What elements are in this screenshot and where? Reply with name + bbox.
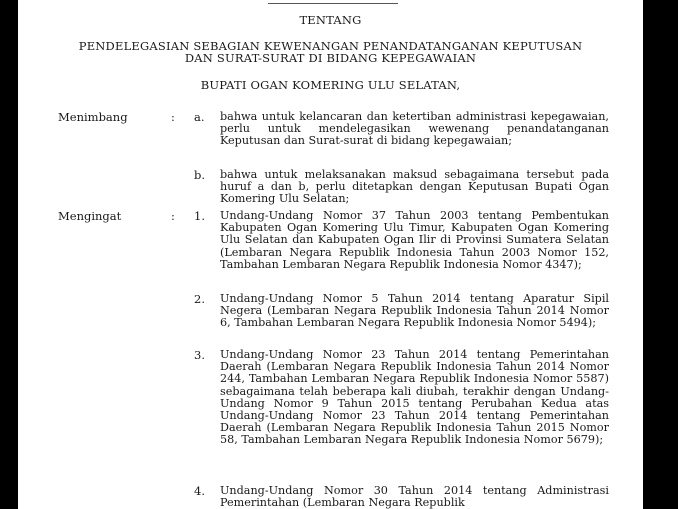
mengingat-item-4-text: Undang-Undang Nomor 30 Tahun 2014 tentang Administrasi Pemerintahan (Lembaran Negara Republik xyxy=(220,484,609,509)
mengingat-colon: : xyxy=(171,209,175,223)
menimbang-item-a-text: bahwa untuk kelancaran dan ketertiban administrasi kepegawaian, perlu untuk mendelegasikan wewenang penandatanganan Keputusan dan Surat-surat di bidang kepegawaian; xyxy=(220,110,609,148)
decree-title-line-1: PENDELEGASIAN SEBAGIAN KEWENANGAN PENANDATANGANAN KEPUTUSAN xyxy=(78,39,583,53)
mengingat-item-3-mark: 3. xyxy=(194,348,205,362)
mengingat-label: Mengingat xyxy=(58,209,122,223)
menimbang-item-b-mark: b. xyxy=(194,168,206,182)
document-page xyxy=(18,0,643,509)
scan-border-right xyxy=(643,0,678,509)
mengingat-item-2-text: Undang-Undang Nomor 5 Tahun 2014 tentang Aparatur Sipil Negera (Lembaran Negara Republik Indonesia Tahun 2014 Nomor 6, Tambahan Lembaran Negara Republik Indonesia Nomor 5494); xyxy=(220,292,609,330)
scan-border-left xyxy=(0,0,18,509)
decree-title-line-2: DAN SURAT-SURAT DI BIDANG KEPEGAWAIAN xyxy=(184,51,477,65)
mengingat-item-1-text: Undang-Undang Nomor 37 Tahun 2003 tentang Pembentukan Kabupaten Ogan Komering Ulu Timur, Kabupaten Ogan Komering Ulu Selatan dan Kabupaten Ogan Ilir di Provinsi Sumatera Selatan (Lembaran Negara Republik Indonesia Tahun 2003 Nomor 152, Tambahan Lembaran Negara Republik Indonesia Nomor 4347); xyxy=(220,209,609,271)
menimbang-item-a-mark: a. xyxy=(194,110,205,124)
tentang-heading: TENTANG xyxy=(299,13,362,27)
authority-line: BUPATI OGAN KOMERING ULU SELATAN, xyxy=(200,78,461,92)
mengingat-item-2-mark: 2. xyxy=(194,292,205,306)
mengingat-item-3-text: Undang-Undang Nomor 23 Tahun 2014 tentang Pemerintahan Daerah (Lembaran Negara Republik Indonesia Tahun 2014 Nomor 244, Tambahan Lembaran Negara Republik Indonesia Nomor 5587) sebagaimana telah beberapa kali diubah, terakhir dengan Undang-Undang Nomor 9 Tahun 2015 tentang Perubahan Kedua atas Undang-Undang Nomor 23 Tahun 2014 tentang Pemerintahan Daerah (Lembaran Negara Republik Indonesia Tahun 2015 Nomor 58, Tambahan Lembaran Negara Republik Indonesia Nomor 5679); xyxy=(220,348,609,447)
mengingat-item-1-mark: 1. xyxy=(194,209,205,223)
cut-off-top-line xyxy=(268,0,398,4)
menimbang-label: Menimbang xyxy=(58,110,128,124)
menimbang-item-b-text: bahwa untuk melaksanakan maksud sebagaimana tersebut pada huruf a dan b, perlu ditetapkan dengan Keputusan Bupati Ogan Komering Ulu Selatan; xyxy=(220,168,609,206)
menimbang-colon: : xyxy=(171,110,175,124)
mengingat-item-4-mark: 4. xyxy=(194,484,205,498)
